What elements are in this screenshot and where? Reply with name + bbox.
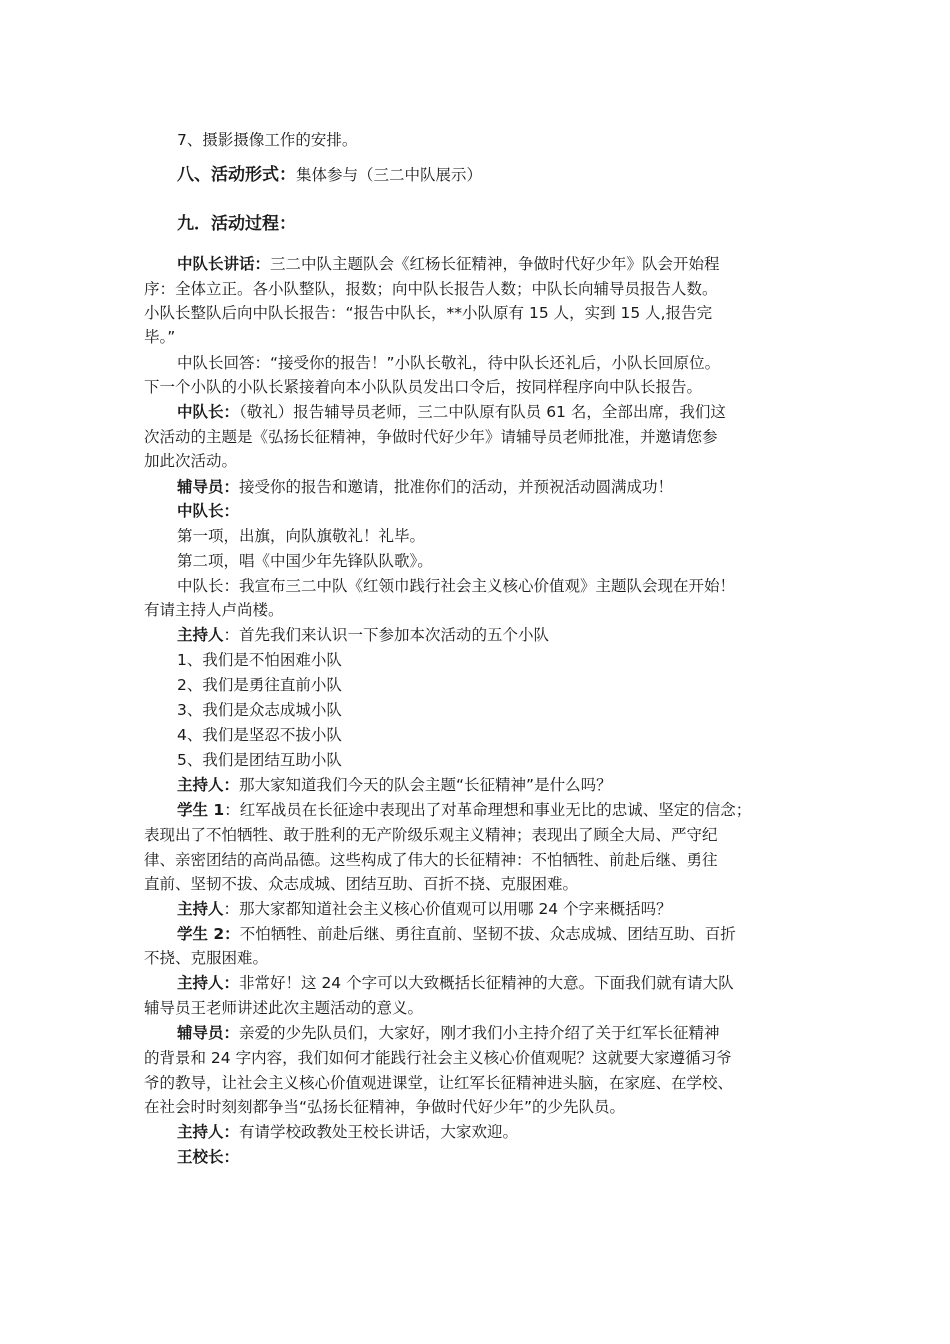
paragraph-line: 中队长回答：“接受你的报告！”小队长敬礼，待中队长还礼后，小队长回原位。 <box>177 354 721 372</box>
paragraph-line: 毕。” <box>144 328 176 346</box>
paragraph-text: 接受你的报告和邀请，批准你们的活动，并预祝活动圆满成功！ <box>239 478 674 496</box>
paragraph-text: 有请学校政教处王校长讲话，大家欢迎。 <box>239 1123 519 1141</box>
paragraph-line: 直前、坚韧不拔、众志成城、团结互助、百折不挠、克服困难。 <box>144 875 579 893</box>
paragraph-line: 有请主持人卢尚楼。 <box>144 601 284 619</box>
paragraph-text: 亲爱的少先队员们，大家好，刚才我们小主持介绍了关于红军长征精神 <box>239 1024 720 1042</box>
list-item: 4、我们是坚忍不拔小队 <box>177 726 342 744</box>
paragraph-line: 第一项，出旗，向队旗敬礼！礼毕。 <box>177 527 426 545</box>
paragraph-text: 那大家知道我们今天的队会主题“长征精神”是什么吗？ <box>239 776 612 794</box>
paragraph-text: 三二中队主题队会《红杨长征精神，争做时代好少年》队会开始程 <box>270 255 720 273</box>
paragraph-line: 中队长：我宣布三二中队《红领巾践行社会主义核心价值观》主题队会现在开始！ <box>177 577 736 595</box>
paragraph-line: 下一个小队的小队长紧接着向本小队队员发出口令后，按同样程序向中队长报告。 <box>144 378 703 396</box>
item-7: 7、摄影摄像工作的安排。 <box>177 131 358 149</box>
paragraph-line <box>177 774 612 796</box>
paragraph-text: （敬礼）报告辅导员老师，三二中队原有队员 61 名，全部出席，我们这 <box>239 403 726 421</box>
section-8-label: 八、活动形式： <box>177 165 296 185</box>
paragraph-line <box>177 401 726 423</box>
paragraph-line <box>177 799 751 821</box>
paragraph-text: ：首先我们来认识一下参加本次活动的五个小队 <box>223 626 550 644</box>
paragraph-text: 不怕牺牲、前赴后继、勇往直前、坚韧不拔、众志成城、团结互助、百折 <box>239 925 736 943</box>
paragraph-text: 非常好！这 24 个字可以大致概括长征精神的大意。下面我们就有请大队 <box>239 974 734 992</box>
paragraph-line <box>177 898 672 920</box>
speaker-label: 主持人 <box>177 626 224 644</box>
paragraph-line <box>177 1121 518 1143</box>
list-item: 3、我们是众志成城小队 <box>177 701 342 719</box>
paragraph-line <box>177 253 720 275</box>
speaker-label: 主持人： <box>177 974 240 992</box>
speaker-label: 中队长讲话： <box>177 255 271 273</box>
speaker-label: 中队长： <box>177 403 240 421</box>
section-9-heading: 九．活动过程： <box>177 214 296 234</box>
section-8-heading <box>177 164 482 186</box>
paragraph-line: 小队长整队后向中队长报告：“报告中队长，**小队原有 15 人，实到 15 人,报告完 <box>144 304 713 322</box>
section-8-text: 集体参与（三二中队展示） <box>296 166 483 184</box>
paragraph-line: 次活动的主题是《弘扬长征精神，争做时代好少年》请辅导员老师批准，并邀请您参 <box>144 428 718 446</box>
paragraph-line <box>177 1022 720 1044</box>
list-item: 2、我们是勇往直前小队 <box>177 676 342 694</box>
paragraph-text: ：那大家都知道社会主义核心价值观可以用哪 24 个字来概括吗？ <box>223 900 672 918</box>
paragraph-line <box>177 476 673 498</box>
paragraph-line: 加此次活动。 <box>144 452 238 470</box>
paragraph-line: 第二项，唱《中国少年先锋队队歌》。 <box>177 552 433 570</box>
paragraph-text: ：红军战员在长征途中表现出了对革命理想和事业无比的忠诚、坚定的信念； <box>224 801 752 819</box>
list-item: 5、我们是团结互助小队 <box>177 751 342 769</box>
paragraph-line: 表现出了不怕牺牲、敢于胜利的无产阶级乐观主义精神；表现出了顾全大局、严守纪 <box>144 826 718 844</box>
paragraph-line: 的背景和 24 字内容，我们如何才能践行社会主义核心价值观呢？这就要大家遵循习爷 <box>144 1049 732 1067</box>
paragraph-line: 爷的教导，让社会主义核心价值观进课堂，让红军长征精神进头脑，在家庭、在学校、 <box>144 1074 734 1092</box>
speaker-label: 辅导员： <box>177 1024 240 1042</box>
paragraph-line: 序：全体立正。各小队整队，报数；向中队长报告人数；中队长向辅导员报告人数。 <box>144 280 718 298</box>
paragraph-line: 在社会时时刻刻都争当“弘扬长征精神，争做时代好少年”的少先队员。 <box>144 1098 626 1116</box>
speaker-label: 主持人： <box>177 776 240 794</box>
paragraph-line <box>177 624 549 646</box>
paragraph-line <box>177 972 734 994</box>
speaker-label: 主持人 <box>177 900 224 918</box>
paragraph-line: 不挠、克服困难。 <box>144 949 269 967</box>
paragraph-line: 律、亲密团结的高尚品德。这些构成了伟大的长征精神：不怕牺牲、前赴后继、勇往 <box>144 851 718 869</box>
speaker-label: 中队长： <box>177 502 240 520</box>
speaker-label: 王校长： <box>177 1148 240 1166</box>
speaker-label: 学生 2： <box>177 925 240 943</box>
speaker-label: 辅导员： <box>177 478 240 496</box>
paragraph-line <box>177 923 736 945</box>
paragraph-line: 辅导员王老师讲述此次主题活动的意义。 <box>144 999 424 1017</box>
speaker-label: 主持人： <box>177 1123 240 1141</box>
speaker-label: 学生 1 <box>177 801 225 819</box>
list-item: 1、我们是不怕困难小队 <box>177 651 342 669</box>
